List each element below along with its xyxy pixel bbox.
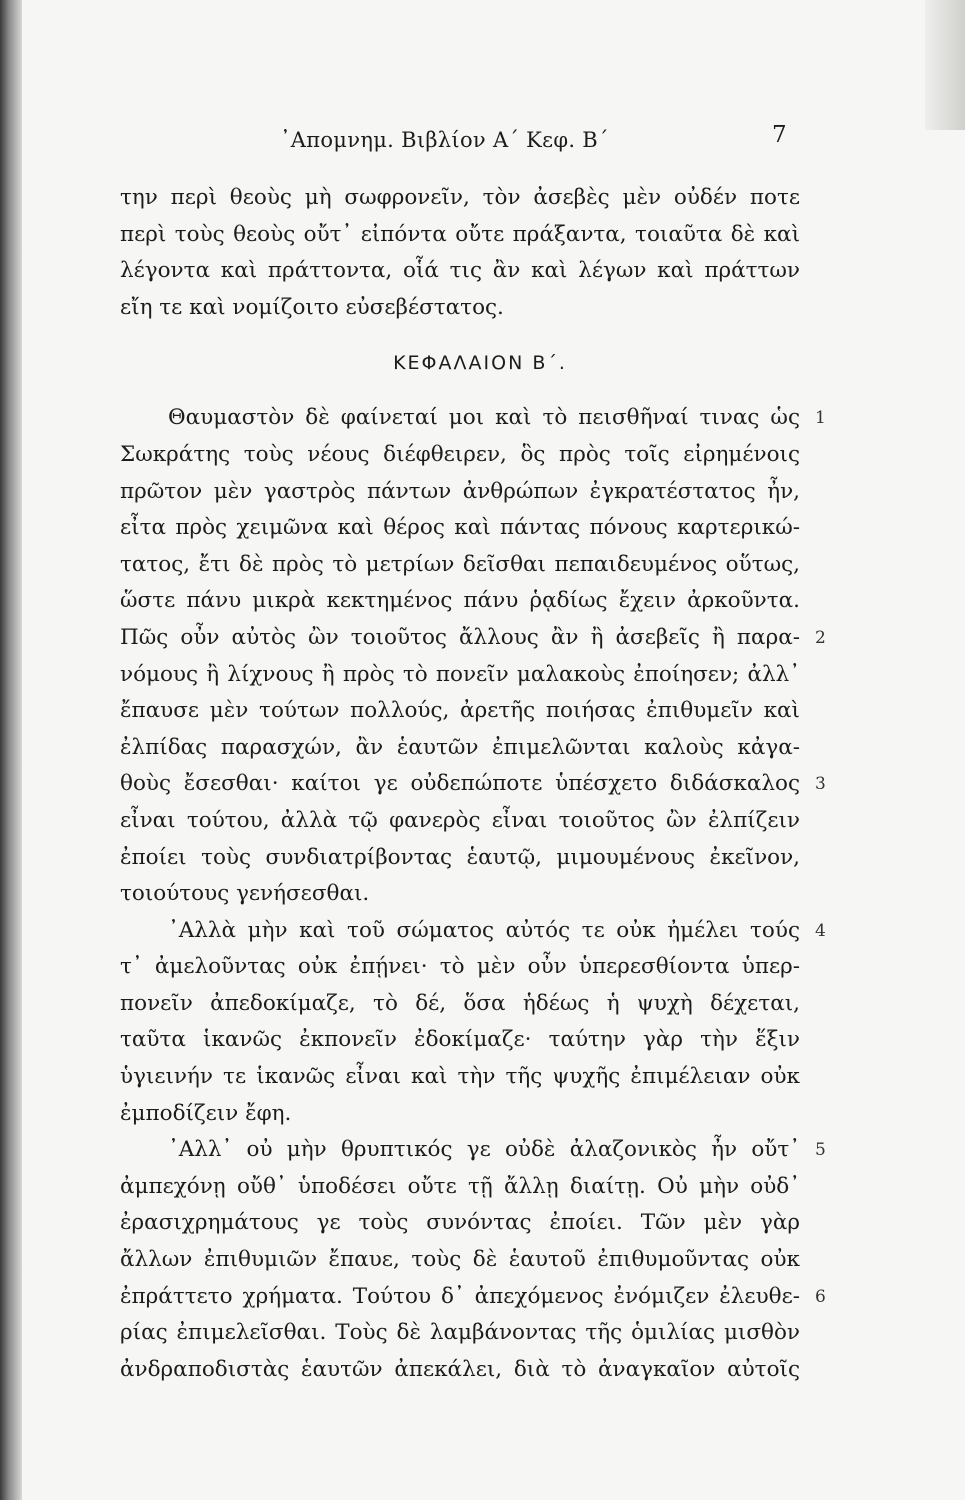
text-line (120, 913, 826, 950)
line-text: την περὶ θεοὺς μὴ σωφρονεῖν, τὸν ἀσεβὲς μὲν οὐδέν ποτε (120, 185, 800, 210)
text-line (120, 1169, 820, 1206)
line-text: ᾽Αλλὰ μὴν καὶ τοῦ σώματος αὐτός τε οὐκ ἠμέλει τούς (168, 917, 800, 943)
text-line (120, 1022, 820, 1059)
text-line (120, 949, 820, 986)
running-title: ᾽Απομνημ. Βιβλίον Α΄ Κεφ. Β΄ (280, 128, 609, 152)
line-text: ρίας ἐπιμελεῖσθαι. Τοὺς δὲ λαμβάνοντας τῆς ὁμιλίας μισθὸν (120, 1320, 800, 1346)
text-line (120, 180, 820, 217)
text-line (120, 1205, 820, 1242)
line-text: τοιούτους γενήσεσθαι. (120, 881, 370, 907)
text-line (120, 510, 820, 547)
line-text: λέγοντα καὶ πράττοντα, οἷά τις ἂν καὶ λέγων καὶ πράττων (120, 258, 800, 284)
line-text: ἐπράττετο χρήματα. Τούτου δ᾽ ἀπεχόμενος ἐνόμιζεν ἐλευθε- (120, 1283, 800, 1309)
line-text: ὑγιεινήν τε ἱκανῶς εἶναι καὶ τὴν τῆς ψυχῆς ἐπιμέλειαν οὐκ (120, 1064, 800, 1090)
line-text: ἄλλων ἐπιθυμιῶν ἔπαυε, τοὺς δὲ ἑαυτοῦ ἐπιθυμοῦντας οὐκ (120, 1247, 800, 1273)
line-text: εἶναι τούτου, ἀλλὰ τῷ φανερὸς εἶναι τοιοῦτος ὢν ἐλπίζειν (120, 807, 800, 833)
text-line (120, 1352, 820, 1389)
text-line (120, 876, 820, 913)
text-line (120, 657, 820, 694)
line-text: ᾽Αλλ᾽ οὐ μὴν θρυπτικός γε οὐδὲ ἀλαζονικὸς ἦν οὔτ᾽ (168, 1137, 800, 1163)
text-line (120, 1242, 820, 1279)
text-line (120, 1096, 820, 1133)
text-line (120, 803, 820, 840)
section-number: 3 (815, 774, 826, 795)
page-number: 7 (772, 122, 787, 148)
section-number: 4 (815, 920, 826, 941)
text-line (120, 693, 820, 730)
text-line (120, 620, 826, 657)
text-line (120, 547, 820, 584)
line-text: εἶτα πρὸς χειμῶνα καὶ θέρος καὶ πάντας πόνους καρτερικώ- (120, 515, 800, 541)
line-text: πρῶτον μὲν γαστρὸς πάντων ἀνθρώπων ἐγκρατέστατος ἦν, (120, 478, 800, 504)
text-line (120, 1059, 820, 1096)
intro-paragraph (120, 180, 820, 326)
line-text: ταῦτα ἱκανῶς ἐκπονεῖν ἐδοκίμαζε· ταύτην γὰρ τὴν ἕξιν (120, 1027, 800, 1053)
line-text: Σωκράτης τοὺς νέους διέφθειρεν, ὃς πρὸς τοῖς εἰρημένοις (120, 441, 800, 467)
page-text (120, 180, 826, 1388)
line-text: ἐλπίδας παρασχών, ἂν ἑαυτῶν ἐπιμελῶνται καλοὺς κἀγα- (120, 734, 800, 760)
line-text: τατος, ἔτι δὲ πρὸς τὸ μετρίων δεῖσθαι πεπαιδευμένος οὕτως, (120, 551, 800, 577)
text-line (120, 400, 826, 437)
text-line (120, 1315, 820, 1352)
line-text: τ᾽ ἀμελοῦντας οὐκ ἐπῄνει· τὸ μὲν οὖν ὑπερεσθίοντα ὑπερ- (120, 954, 800, 980)
line-text: ἀνδραποδιστὰς ἑαυτῶν ἀπεκάλει, διὰ τὸ ἀναγκαῖον αὐτοῖς (120, 1356, 800, 1382)
line-text: ἔπαυσε μὲν τούτων πολλούς, ἀρετῆς ποιήσας ἐπιθυμεῖν καὶ (120, 698, 800, 724)
text-line (120, 986, 820, 1023)
text-line (120, 840, 820, 877)
section-number: 2 (815, 627, 826, 648)
line-text: θοὺς ἔσεσθαι· καίτοι γε οὐδεπώποτε ὑπέσχετο διδάσκαλος (120, 771, 800, 797)
text-line (120, 1132, 826, 1169)
line-text: Πῶς οὖν αὐτὸς ὢν τοιοῦτος ἄλλους ἂν ἢ ἀσεβεῖς ἢ παρα- (120, 624, 800, 650)
section-number: 1 (815, 408, 826, 429)
text-line (120, 217, 820, 254)
text-line (120, 253, 820, 290)
line-text: περὶ τοὺς θεοὺς οὔτ᾽ εἰπόντα οὔτε πράξαντα, τοιαῦτα δὲ καὶ (120, 221, 800, 247)
line-text: εἴη τε καὶ νομίζοιτο εὐσεβέστατος. (120, 294, 504, 320)
text-line (120, 766, 826, 803)
text-line (120, 1279, 826, 1316)
text-line (120, 437, 820, 474)
chapter-heading: ΚΕΦΑΛΑΙΟΝ Β΄. (393, 352, 567, 375)
line-text: ἐρασιχρημάτους γε τοὺς συνόντας ἐποίει. Τῶν μὲν γὰρ (120, 1210, 800, 1236)
section-number: 6 (815, 1286, 826, 1307)
text-line (120, 474, 820, 511)
text-line (120, 290, 820, 327)
section-number: 5 (815, 1140, 826, 1161)
line-text: νόμους ἢ λίχνους ἢ πρὸς τὸ πονεῖν μαλακοὺς ἐποίησεν; ἀλλ᾽ (120, 661, 800, 687)
text-line (120, 730, 820, 767)
line-text: ἐποίει τοὺς συνδιατρίβοντας ἑαυτῷ, μιμουμένους ἐκεῖνον, (120, 844, 800, 870)
line-text: ἐμποδίζειν ἔφη. (120, 1100, 292, 1126)
text-line (120, 583, 820, 620)
chapter-body (120, 400, 826, 1388)
line-text: πονεῖν ἀπεδοκίμαζε, τὸ δέ, ὅσα ἡδέως ἡ ψυχὴ δέχεται, (120, 990, 800, 1016)
line-text: ὥστε πάνυ μικρὰ κεκτημένος πάνυ ῥᾳδίως ἔχειν ἀρκοῦντα. (120, 588, 800, 614)
line-text: Θαυμαστὸν δὲ φαίνεταί μοι καὶ τὸ πεισθῆναί τινας ὡς (168, 405, 800, 431)
line-text: ἀμπεχόνῃ οὔθ᾽ ὑποδέσει οὔτε τῇ ἄλλῃ διαίτῃ. Οὐ μὴν οὐδ᾽ (120, 1173, 800, 1199)
page-header (280, 122, 800, 162)
